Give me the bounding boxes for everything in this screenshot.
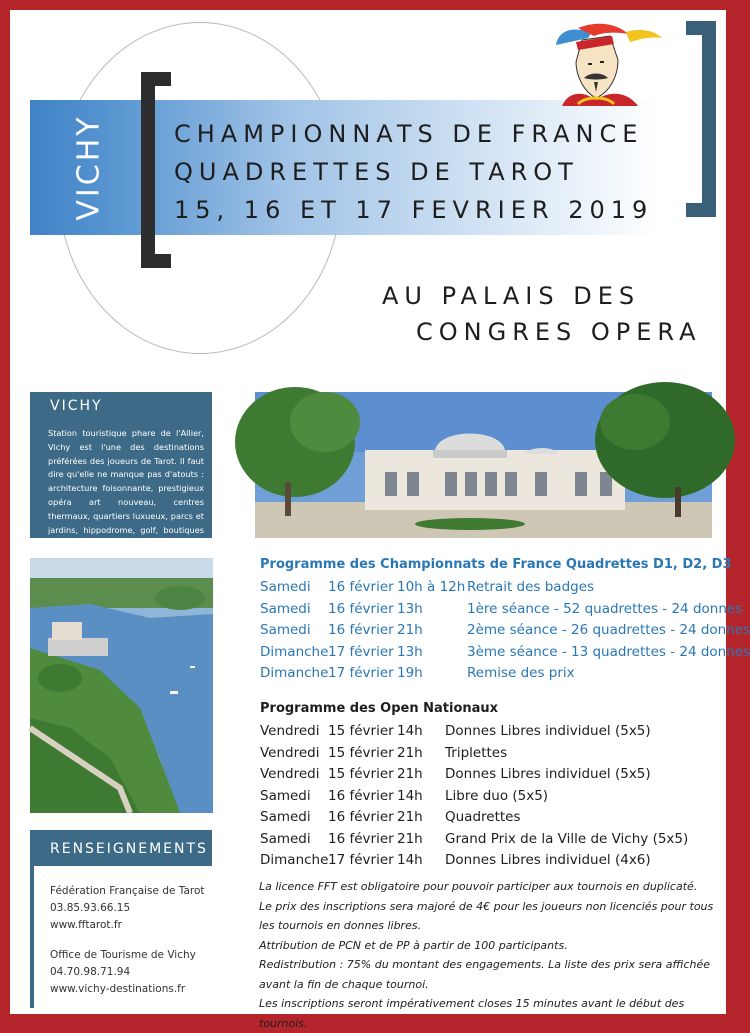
schedule-time: 21h	[397, 744, 423, 761]
vichy-heading: VICHY	[50, 398, 103, 414]
schedule-date: 17 février	[328, 643, 394, 660]
schedule-event: Donnes Libres individuel (5x5)	[445, 766, 651, 782]
schedule-date: 15 février	[328, 723, 394, 739]
fft-site[interactable]: www.fftarot.fr	[50, 919, 122, 931]
schedule-day: Vendredi	[260, 766, 320, 782]
schedule-day: Samedi	[260, 579, 311, 595]
schedule-event: Quadrettes	[445, 809, 521, 825]
venue-line-1: AU PALAIS DES	[382, 282, 641, 310]
right-bracket	[686, 21, 716, 217]
schedule-time: 13h	[397, 600, 423, 617]
schedule-date: 15 février	[328, 744, 394, 761]
note-line: Attribution de PCN et de PP à partir de 100 participants.	[259, 938, 568, 952]
schedule-time: 14h	[397, 852, 423, 868]
schedule-event: Donnes Libres individuel (5x5)	[445, 723, 651, 739]
vichy-heading-box	[30, 392, 212, 420]
palais-des-congres-photo	[255, 392, 712, 538]
title-line-2: QUADRETTES DE TAROT	[174, 158, 579, 186]
note-line: Les inscriptions seront impérativement closes 15 minutes avant le début des tournois.	[259, 997, 685, 1030]
schedule-time: 14h	[397, 723, 423, 739]
tourism-phone: 04.70.98.71.94	[50, 966, 131, 978]
schedule-event: 2ème séance - 26 quadrettes - 24 donnes	[467, 622, 750, 638]
schedule-date: 16 février	[328, 622, 394, 638]
schedule-date: 17 février	[328, 852, 394, 868]
schedule-event: Remise des prix	[467, 665, 575, 681]
schedule-day: Vendredi	[260, 744, 320, 761]
schedule-day: Samedi	[260, 830, 311, 847]
schedule-event: Libre duo (5x5)	[445, 787, 549, 804]
schedule-event: Donnes Libres individuel (4x6)	[445, 852, 651, 868]
schedule-day: Dimanche	[260, 643, 329, 660]
schedule-day: Vendredi	[260, 723, 320, 739]
left-bracket	[141, 72, 171, 268]
musketeer-mascot-logo	[548, 20, 668, 110]
schedule-time: 21h	[397, 830, 423, 847]
schedule-event: 1ère séance - 52 quadrettes - 24 donnes	[467, 600, 743, 617]
schedule-time: 19h	[397, 665, 423, 681]
schedule-event: Grand Prix de la Ville de Vichy (5x5)	[445, 830, 689, 847]
schedule-time: 13h	[397, 643, 423, 660]
open-programme-title: Programme des Open Nationaux	[260, 701, 499, 716]
fft-name: Fédération Française de Tarot	[50, 885, 205, 897]
info-heading: RENSEIGNEMENTS	[50, 841, 208, 857]
schedule-time: 21h	[397, 766, 423, 782]
schedule-day: Dimanche	[260, 852, 329, 868]
schedule-day: Samedi	[260, 600, 311, 617]
info-side-bar	[30, 866, 34, 1008]
title-line-1: CHAMPIONNATS DE FRANCE	[174, 120, 644, 148]
tourism-name: Office de Tourisme de Vichy	[50, 949, 196, 961]
tourism-site[interactable]: www.vichy-destinations.fr	[50, 983, 186, 995]
schedule-date: 15 février	[328, 766, 394, 782]
note-line: Redistribution : 75% du montant des engagements. La liste des prix sera affichée avant la fin de chaque tournoi.	[259, 958, 711, 991]
schedule-time: 14h	[397, 787, 423, 804]
vichy-vertical-label: VICHY	[71, 114, 107, 221]
fft-phone: 03.85.93.66.15	[50, 902, 131, 914]
championship-programme-title: Programme des Championnats de France Quadrettes D1, D2, D3	[260, 557, 732, 572]
schedule-day: Samedi	[260, 809, 311, 825]
schedule-event: 3ème séance - 13 quadrettes - 24 donnes	[467, 643, 750, 660]
schedule-date: 16 février	[328, 600, 394, 617]
info-heading-box	[30, 830, 212, 866]
schedule-event: Triplettes	[445, 744, 508, 761]
vichy-river-photo	[30, 558, 213, 813]
schedule-date: 17 février	[328, 665, 394, 681]
vichy-description: Station touristique phare de l'Allier, Vichy est l'une des destinations préférées des joueurs de Tarot. Il faut dire qu'elle ne manque pas d'atouts : architecture foisonnante, prestigieux opéra art nouveau, centres thermaux, quartiers luxueux, parcs et jardins, hippodrome, golf, boutiques de mode.	[48, 428, 204, 549]
note-line: La licence FFT est obligatoire pour pouvoir participer aux tournois en duplicaté.	[259, 880, 698, 893]
schedule-day: Dimanche	[260, 665, 329, 681]
schedule-date: 16 février	[328, 809, 394, 825]
schedule-day: Samedi	[260, 622, 311, 638]
schedule-day: Samedi	[260, 787, 311, 804]
schedule-date: 16 février	[328, 830, 394, 847]
schedule-date: 16 février	[328, 579, 394, 595]
schedule-time: 21h	[397, 809, 423, 825]
note-line: Le prix des inscriptions sera majoré de 4€ pour les joueurs non licenciés pour tous les tournois en donnes libres.	[259, 899, 714, 932]
schedule-event: Retrait des badges	[467, 579, 595, 595]
notes-block	[259, 877, 714, 1033]
schedule-time: 21h	[397, 622, 423, 638]
venue-line-2: CONGRES OPERA	[416, 318, 702, 346]
schedule-time: 10h à 12h	[397, 579, 466, 595]
poster	[10, 10, 750, 1030]
schedule-date: 16 février	[328, 787, 394, 804]
title-line-3: 15, 16 ET 17 FEVRIER 2019	[174, 196, 654, 224]
